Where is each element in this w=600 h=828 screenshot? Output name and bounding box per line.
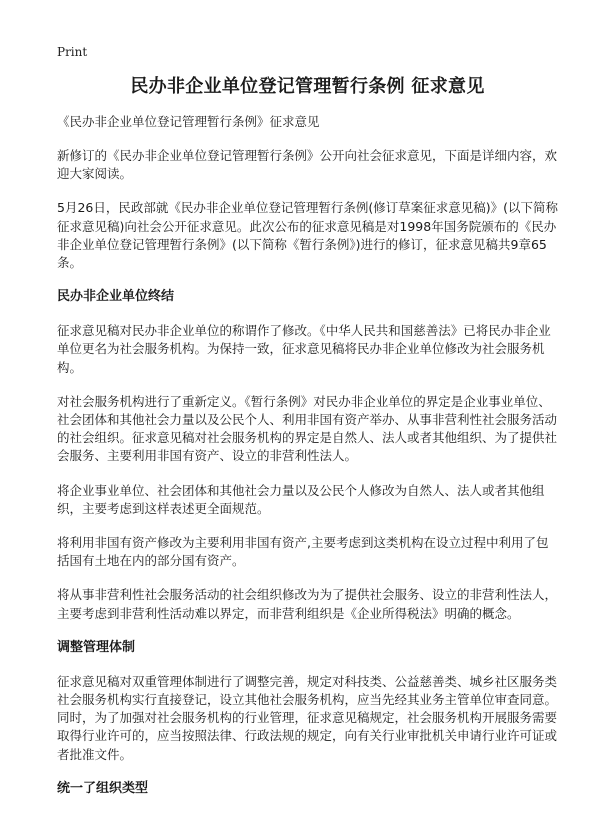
intro-paragraph: 5月26日，民政部就《民办非企业单位登记管理暂行条例(修订草案征求意见稿)》(以下简称征求意见稿)向社会公开征求意见。此次公布的征求意见稿是对1998年国务院颁布的《民办非企业单位登记管理暂行条例》(以下简称《暂行条例》)进行的修订，征求意见稿共9章65条。 [57, 200, 558, 271]
page-title: 民办非企业单位登记管理暂行条例 征求意见 [130, 76, 485, 97]
section-heading: 统一了组织类型 [57, 780, 149, 796]
document-subtitle: 《民办非企业单位登记管理暂行条例》征求意见 [57, 114, 320, 129]
section-paragraph: 征求意见稿对民办非企业单位的称谓作了修改。《中华人民共和国慈善法》已将民办非企业单位更名为社会服务机构。为保持一致，征求意见稿将民办非企业单位修改为社会服务机构。 [57, 323, 551, 375]
section-paragraph: 将从事非营利性社会服务活动的社会组织修改为为了提供社会服务、设立的非营利性法人，主要考虑到非营利性活动难以界定，而非营利组织是《企业所得税法》明确的概念。 [57, 587, 558, 621]
section-heading: 调整管理体制 [57, 639, 136, 655]
section-paragraph: 对社会服务机构进行了重新定义。《暂行条例》对民办非企业单位的界定是企业事业单位、社会团体和其他社会力量以及公民个人、利用非国有资产举办、从事非营利性社会服务活动的社会组织。征求意见稿对社会服务机构的界定是自然人、法人或者其他组织、为了提供社会服务、主要利用非国有资产、设立的非营利性法人。 [57, 393, 558, 464]
intro-paragraph: 新修订的《民办非企业单位登记管理暂行条例》公开向社会征求意见，下面是详细内容，欢迎大家阅读。 [57, 148, 558, 182]
print-link[interactable]: Print [57, 45, 88, 59]
section-heading: 民办非企业单位终结 [57, 289, 175, 305]
section-paragraph: 将企业事业单位、社会团体和其他社会力量以及公民个人修改为自然人、法人或者其他组织，主要考虑到这样表述更全面规范。 [57, 482, 545, 516]
section-paragraph: 征求意见稿对双重管理体制进行了调整完善，规定对科技类、公益慈善类、城乡社区服务类社会服务机构实行直接登记，设立其他社会服务机构，应当先经其业务主管单位审查同意。同时，为了加强对社会服务机构的行业管理，征求意见稿规定，社会服务机构开展服务需要取得行业许可的，应当按照法律、行政法规的规定，向有关行业审批机关申请行业许可证或者批准文件。 [57, 673, 558, 762]
section-paragraph: 将利用非国有资产修改为主要利用非国有资产,主要考虑到这类机构在设立过程中利用了包括国有土地在内的部分国有资产。 [57, 535, 549, 569]
